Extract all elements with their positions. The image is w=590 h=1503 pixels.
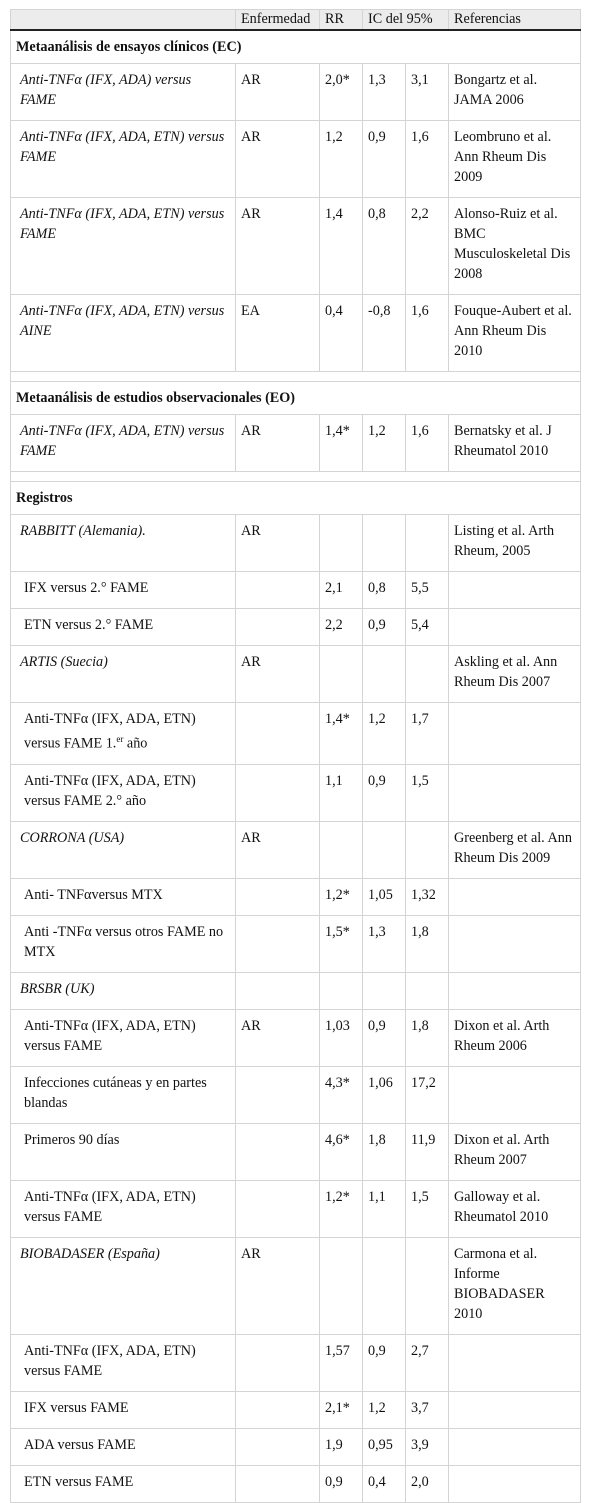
rr-cell: 2,1*	[320, 1391, 363, 1428]
ci-upper-cell	[406, 646, 449, 703]
reference-cell	[449, 1465, 581, 1502]
table-row	[11, 915, 581, 972]
ordinal-superscript: er	[116, 734, 124, 744]
ci-lower-cell	[363, 646, 406, 703]
rr-cell: 1,2*	[320, 878, 363, 915]
ci-lower-cell: 0,8	[363, 198, 406, 295]
disease-cell: AR	[236, 121, 320, 198]
comparison-cell: Anti-TNFα (IFX, ADA, ETN) versus FAME	[11, 198, 236, 295]
reference-cell: Bongartz et al. JAMA 2006	[449, 64, 581, 121]
reference-cell	[449, 972, 581, 1009]
disease-cell: EA	[236, 295, 320, 372]
comparison-cell: Anti-TNFα (IFX, ADA, ETN) versus FAME	[11, 415, 236, 472]
ci-upper-cell: 1,6	[406, 121, 449, 198]
table-row	[11, 878, 581, 915]
comparison-cell: BRSBR (UK)	[11, 972, 236, 1009]
comparison-cell: ARTIS (Suecia)	[11, 646, 236, 703]
reference-cell	[449, 915, 581, 972]
rr-cell	[320, 821, 363, 878]
section-header-row	[11, 30, 581, 64]
disease-cell	[236, 878, 320, 915]
disease-cell	[236, 915, 320, 972]
ci-upper-cell: 1,8	[406, 915, 449, 972]
ci-upper-cell: 1,5	[406, 1180, 449, 1237]
rr-cell	[320, 515, 363, 572]
comparison-cell: Infecciones cutáneas y en partes blandas	[11, 1066, 236, 1123]
table-header	[11, 10, 581, 31]
comparison-cell: RABBITT (Alemania).	[11, 515, 236, 572]
comparison-cell: Primeros 90 días	[11, 1123, 236, 1180]
ci-upper-cell: 2,7	[406, 1334, 449, 1391]
spacer-cell	[11, 372, 581, 382]
table-row	[11, 1465, 581, 1502]
reference-cell	[449, 609, 581, 646]
rr-cell: 4,6*	[320, 1123, 363, 1180]
comparison-cell: Anti -TNFα versus otros FAME no MTX	[11, 915, 236, 972]
rr-cell: 1,4*	[320, 703, 363, 765]
ci-lower-cell: 0,4	[363, 1465, 406, 1502]
ci-upper-cell: 1,8	[406, 1009, 449, 1066]
ci-lower-cell: 1,06	[363, 1066, 406, 1123]
reference-cell: Askling et al. Ann Rheum Dis 2007	[449, 646, 581, 703]
rr-cell: 2,2	[320, 609, 363, 646]
section-header-row	[11, 382, 581, 415]
disease-cell	[236, 1123, 320, 1180]
reference-cell	[449, 878, 581, 915]
disease-cell: AR	[236, 1009, 320, 1066]
section-title: Metaanálisis de ensayos clínicos (EC)	[11, 30, 581, 64]
ci-lower-cell	[363, 821, 406, 878]
reference-cell	[449, 1428, 581, 1465]
disease-cell	[236, 1334, 320, 1391]
ci-upper-cell: 5,4	[406, 609, 449, 646]
section-spacer	[11, 372, 581, 382]
disease-cell: AR	[236, 64, 320, 121]
disease-cell	[236, 1066, 320, 1123]
comparison-cell: Anti-TNFα (IFX, ADA) versus FAME	[11, 64, 236, 121]
rr-cell: 0,9	[320, 1465, 363, 1502]
rr-cell: 1,9	[320, 1428, 363, 1465]
rr-cell: 1,5*	[320, 915, 363, 972]
comparison-text: Anti-TNFα (IFX, ADA, ETN) versus FAME 1.	[24, 711, 196, 752]
header-disease: Enfermedad	[236, 10, 320, 31]
disease-cell	[236, 609, 320, 646]
reference-cell: Carmona et al. Informe BIOBADASER 2010	[449, 1237, 581, 1334]
ci-upper-cell	[406, 1237, 449, 1334]
disease-cell	[236, 572, 320, 609]
disease-cell	[236, 703, 320, 765]
ci-upper-cell: 1,6	[406, 295, 449, 372]
disease-cell	[236, 764, 320, 821]
reference-cell: Leombruno et al. Ann Rheum Dis 2009	[449, 121, 581, 198]
table-row	[11, 1123, 581, 1180]
rr-cell: 2,0*	[320, 64, 363, 121]
comparison-cell	[11, 703, 236, 765]
ci-lower-cell: 1,3	[363, 64, 406, 121]
table-row	[11, 821, 581, 878]
header-rr: RR	[320, 10, 363, 31]
ci-upper-cell: 11,9	[406, 1123, 449, 1180]
reference-cell	[449, 572, 581, 609]
reference-cell: Listing et al. Arth Rheum, 2005	[449, 515, 581, 572]
comparison-cell: Anti-TNFα (IFX, ADA, ETN) versus FAME	[11, 121, 236, 198]
disease-cell: AR	[236, 415, 320, 472]
ci-lower-cell: 1,8	[363, 1123, 406, 1180]
comparison-cell: Anti-TNFα (IFX, ADA, ETN) versus FAME	[11, 1334, 236, 1391]
section-header-row	[11, 482, 581, 515]
rr-cell	[320, 1237, 363, 1334]
table-row	[11, 972, 581, 1009]
ci-lower-cell: 1,2	[363, 1391, 406, 1428]
disease-cell: AR	[236, 646, 320, 703]
reference-cell: Bernatsky et al. J Rheumatol 2010	[449, 415, 581, 472]
disease-cell: AR	[236, 198, 320, 295]
ci-lower-cell: 1,05	[363, 878, 406, 915]
header-row	[11, 10, 581, 31]
table-row	[11, 1334, 581, 1391]
ci-upper-cell: 2,2	[406, 198, 449, 295]
ci-lower-cell: 0,95	[363, 1428, 406, 1465]
disease-cell: AR	[236, 821, 320, 878]
rr-cell: 1,57	[320, 1334, 363, 1391]
reference-cell: Galloway et al. Rheumatol 2010	[449, 1180, 581, 1237]
table-row	[11, 1391, 581, 1428]
rr-cell	[320, 972, 363, 1009]
reference-cell	[449, 1066, 581, 1123]
ci-lower-cell: 0,9	[363, 764, 406, 821]
ci-lower-cell	[363, 1237, 406, 1334]
ci-upper-cell	[406, 515, 449, 572]
table-row	[11, 64, 581, 121]
reference-cell: Fouque-Aubert et al. Ann Rheum Dis 2010	[449, 295, 581, 372]
ci-lower-cell: 0,9	[363, 1334, 406, 1391]
table-row	[11, 1066, 581, 1123]
ci-lower-cell: 1,1	[363, 1180, 406, 1237]
disease-cell	[236, 1391, 320, 1428]
ci-lower-cell: 0,9	[363, 121, 406, 198]
ci-lower-cell: -0,8	[363, 295, 406, 372]
ci-upper-cell: 17,2	[406, 1066, 449, 1123]
ci-lower-cell: 0,9	[363, 1009, 406, 1066]
header-ci: IC del 95%	[363, 10, 449, 31]
table-row	[11, 1428, 581, 1465]
reference-cell	[449, 703, 581, 765]
comparison-cell: ADA versus FAME	[11, 1428, 236, 1465]
ci-upper-cell: 5,5	[406, 572, 449, 609]
disease-cell	[236, 972, 320, 1009]
section-title: Registros	[11, 482, 581, 515]
comparison-cell: Anti-TNFα (IFX, ADA, ETN) versus FAME 2.° año	[11, 764, 236, 821]
table-row	[11, 764, 581, 821]
ci-lower-cell: 1,2	[363, 415, 406, 472]
reference-cell: Alonso-Ruiz et al. BMC Musculoskeletal Dis 2008	[449, 198, 581, 295]
comparison-cell: IFX versus FAME	[11, 1391, 236, 1428]
ci-lower-cell: 0,8	[363, 572, 406, 609]
table-row	[11, 295, 581, 372]
ci-upper-cell: 3,1	[406, 64, 449, 121]
header-comparison	[11, 10, 236, 31]
ci-upper-cell: 3,7	[406, 1391, 449, 1428]
disease-cell	[236, 1465, 320, 1502]
reference-cell: Greenberg et al. Ann Rheum Dis 2009	[449, 821, 581, 878]
rr-cell: 1,1	[320, 764, 363, 821]
rr-cell: 1,03	[320, 1009, 363, 1066]
comparison-cell: Anti-TNFα (IFX, ADA, ETN) versus FAME	[11, 1180, 236, 1237]
section-spacer	[11, 472, 581, 482]
ci-upper-cell: 1,6	[406, 415, 449, 472]
reference-cell: Dixon et al. Arth Rheum 2006	[449, 1009, 581, 1066]
ci-upper-cell: 1,7	[406, 703, 449, 765]
table-row	[11, 515, 581, 572]
table-row	[11, 1237, 581, 1334]
table-body	[11, 30, 581, 1502]
ci-upper-cell: 1,5	[406, 764, 449, 821]
rr-cell: 1,2*	[320, 1180, 363, 1237]
rr-cell: 2,1	[320, 572, 363, 609]
rr-cell: 1,4*	[320, 415, 363, 472]
disease-cell: AR	[236, 1237, 320, 1334]
comparison-cell: Anti-TNFα (IFX, ADA, ETN) versus AINE	[11, 295, 236, 372]
ci-lower-cell	[363, 515, 406, 572]
disease-cell: AR	[236, 515, 320, 572]
section-title: Metaanálisis de estudios observacionales (EO)	[11, 382, 581, 415]
table-row	[11, 646, 581, 703]
reference-cell: Dixon et al. Arth Rheum 2007	[449, 1123, 581, 1180]
reference-cell	[449, 1334, 581, 1391]
ci-lower-cell: 1,2	[363, 703, 406, 765]
rr-cell: 1,2	[320, 121, 363, 198]
disease-cell	[236, 1428, 320, 1465]
risk-table	[10, 9, 581, 1503]
comparison-cell: CORRONA (USA)	[11, 821, 236, 878]
rr-cell: 4,3*	[320, 1066, 363, 1123]
table-row	[11, 1180, 581, 1237]
ci-upper-cell	[406, 972, 449, 1009]
ci-upper-cell: 1,32	[406, 878, 449, 915]
comparison-cell: ETN versus 2.° FAME	[11, 609, 236, 646]
comparison-cell: Anti-TNFα (IFX, ADA, ETN) versus FAME	[11, 1009, 236, 1066]
rr-cell	[320, 646, 363, 703]
comparison-text-suffix: año	[123, 735, 148, 752]
table-row	[11, 703, 581, 765]
ci-lower-cell	[363, 972, 406, 1009]
spacer-cell	[11, 472, 581, 482]
rr-cell: 1,4	[320, 198, 363, 295]
ci-upper-cell: 2,0	[406, 1465, 449, 1502]
header-references: Referencias	[449, 10, 581, 31]
rr-cell: 0,4	[320, 295, 363, 372]
comparison-cell: BIOBADASER (España)	[11, 1237, 236, 1334]
ci-lower-cell: 1,3	[363, 915, 406, 972]
table-row	[11, 572, 581, 609]
ci-upper-cell: 3,9	[406, 1428, 449, 1465]
comparison-cell: IFX versus 2.° FAME	[11, 572, 236, 609]
table-row	[11, 198, 581, 295]
table-row	[11, 609, 581, 646]
ci-lower-cell: 0,9	[363, 609, 406, 646]
disease-cell	[236, 1180, 320, 1237]
ci-upper-cell	[406, 821, 449, 878]
table-row	[11, 415, 581, 472]
table-row	[11, 121, 581, 198]
table-row	[11, 1009, 581, 1066]
reference-cell	[449, 1391, 581, 1428]
comparison-cell: Anti- TNFαversus MTX	[11, 878, 236, 915]
reference-cell	[449, 764, 581, 821]
comparison-cell: ETN versus FAME	[11, 1465, 236, 1502]
